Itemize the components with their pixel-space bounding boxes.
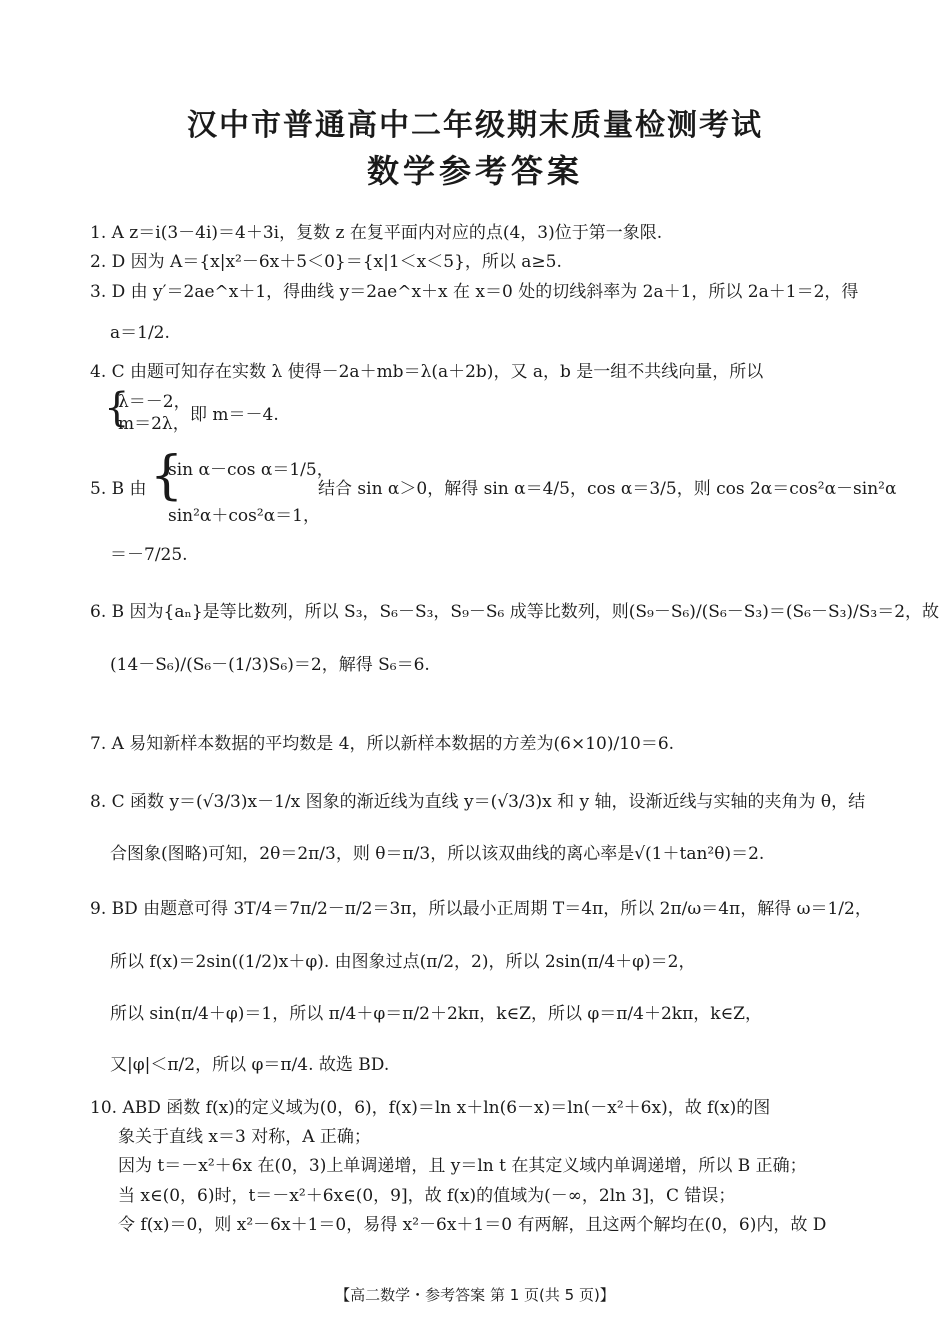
answer-6-line-1: 6. B 因为{aₙ}是等比数列，所以 S₃，S₆－S₃，S₉－S₆ 成等比数列，则(S₉－S₆)/(S₆－S₃)＝(S₆－S₃)/S₃＝2，故 <box>90 602 940 622</box>
answer-10-line-3: 因为 t＝－x²＋6x 在(0，3)上单调递增，且 y＝ln t 在其定义域内单调递增，所以 B 正确； <box>118 1156 807 1176</box>
answer-3-line-2: a＝1/2. <box>110 323 170 343</box>
answer-10-line-4: 当 x∈(0，6)时，t＝－x²＋6x∈(0，9]，故 f(x)的值域为(－∞，2ln 3]，C 错误； <box>118 1186 736 1206</box>
answer-8-line-1: 8. C 函数 y＝(√3/3)x－1/x 图象的渐近线为直线 y＝(√3/3)x 和 y 轴，设渐近线与实轴的夹角为 θ，结 <box>90 792 866 812</box>
answer-10-line-5: 令 f(x)＝0，则 x²－6x＋1＝0，易得 x²－6x＋1＝0 有两解，且这两个解均在(0，6)内，故 D <box>118 1215 827 1235</box>
answer-5-line-1: 结合 sin α＞0，解得 sin α＝4/5，cos α＝3/5，则 cos 2α＝cos²α－sin²α <box>318 479 897 499</box>
answer-5-label: 5. B 由 <box>90 479 147 499</box>
answer-9-line-3: 所以 sin(π/4＋φ)＝1，所以 π/4＋φ＝π/2＋2kπ，k∈Z，所以 φ＝π/4＋2kπ，k∈Z， <box>110 1004 762 1024</box>
answer-5-system-row-2: sin²α＋cos²α＝1， <box>168 506 320 526</box>
answer-4-system-row-1: λ＝－2， <box>118 392 191 412</box>
answer-4-line-1: 4. C 由题可知存在实数 λ 使得－2a＋mb＝λ(a＋2b)，又 a，b 是一组不共线向量，所以 <box>90 362 764 382</box>
answer-2: 2. D 因为 A＝{x|x²－6x＋5＜0}＝{x|1＜x＜5}，所以 a≥5. <box>90 252 562 272</box>
answer-6-line-2: (14－S₆)/(S₆－(1/3)S₆)＝2，解得 S₆＝6. <box>110 655 430 675</box>
answer-8-line-2: 合图象(图略)可知，2θ＝2π/3，则 θ＝π/3，所以该双曲线的离心率是√(1＋tan²θ)＝2. <box>110 844 765 864</box>
answer-4-conclusion: 即 m＝－4. <box>190 405 279 425</box>
answer-7: 7. A 易知新样本数据的平均数是 4，所以新样本数据的方差为(6×10)/10＝6. <box>90 734 675 754</box>
page-footer: 【高二数学・参考答案 第 1 页(共 5 页)】 <box>335 1286 615 1304</box>
page-title: 汉中市普通高中二年级期末质量检测考试 <box>187 108 763 143</box>
answer-10-line-2: 象关于直线 x＝3 对称，A 正确； <box>118 1127 371 1147</box>
answer-3-line-1: 3. D 由 y′＝2ae^x＋1，得曲线 y＝2ae^x＋x 在 x＝0 处的切线斜率为 2a＋1，所以 2a＋1＝2，得 <box>90 282 859 302</box>
answer-5-system-row-1: sin α－cos α＝1/5， <box>168 460 334 480</box>
answer-10-line-1: 10. ABD 函数 f(x)的定义域为(0，6)，f(x)＝ln x＋ln(6－x)＝ln(－x²＋6x)，故 f(x)的图 <box>90 1098 771 1118</box>
answer-4-system-row-2: m＝2λ， <box>118 414 190 434</box>
brace-icon: { <box>150 446 184 506</box>
answer-1: 1. A z＝i(3－4i)＝4＋3i，复数 z 在复平面内对应的点(4，3)位于第一象限. <box>90 223 663 243</box>
answer-5-line-2: ＝－7/25. <box>110 545 188 565</box>
page-subtitle: 数学参考答案 <box>366 152 583 190</box>
brace-icon: { <box>104 385 130 431</box>
answer-9-line-1: 9. BD 由题意可得 3T/4＝7π/2－π/2＝3π，所以最小正周期 T＝4π，所以 2π/ω＝4π，解得 ω＝1/2， <box>90 899 872 919</box>
answer-9-line-4: 又|φ|＜π/2，所以 φ＝π/4. 故选 BD. <box>110 1055 390 1075</box>
answer-9-line-2: 所以 f(x)＝2sin((1/2)x＋φ). 由图象过点(π/2，2)，所以 2sin(π/4＋φ)＝2， <box>110 952 696 972</box>
